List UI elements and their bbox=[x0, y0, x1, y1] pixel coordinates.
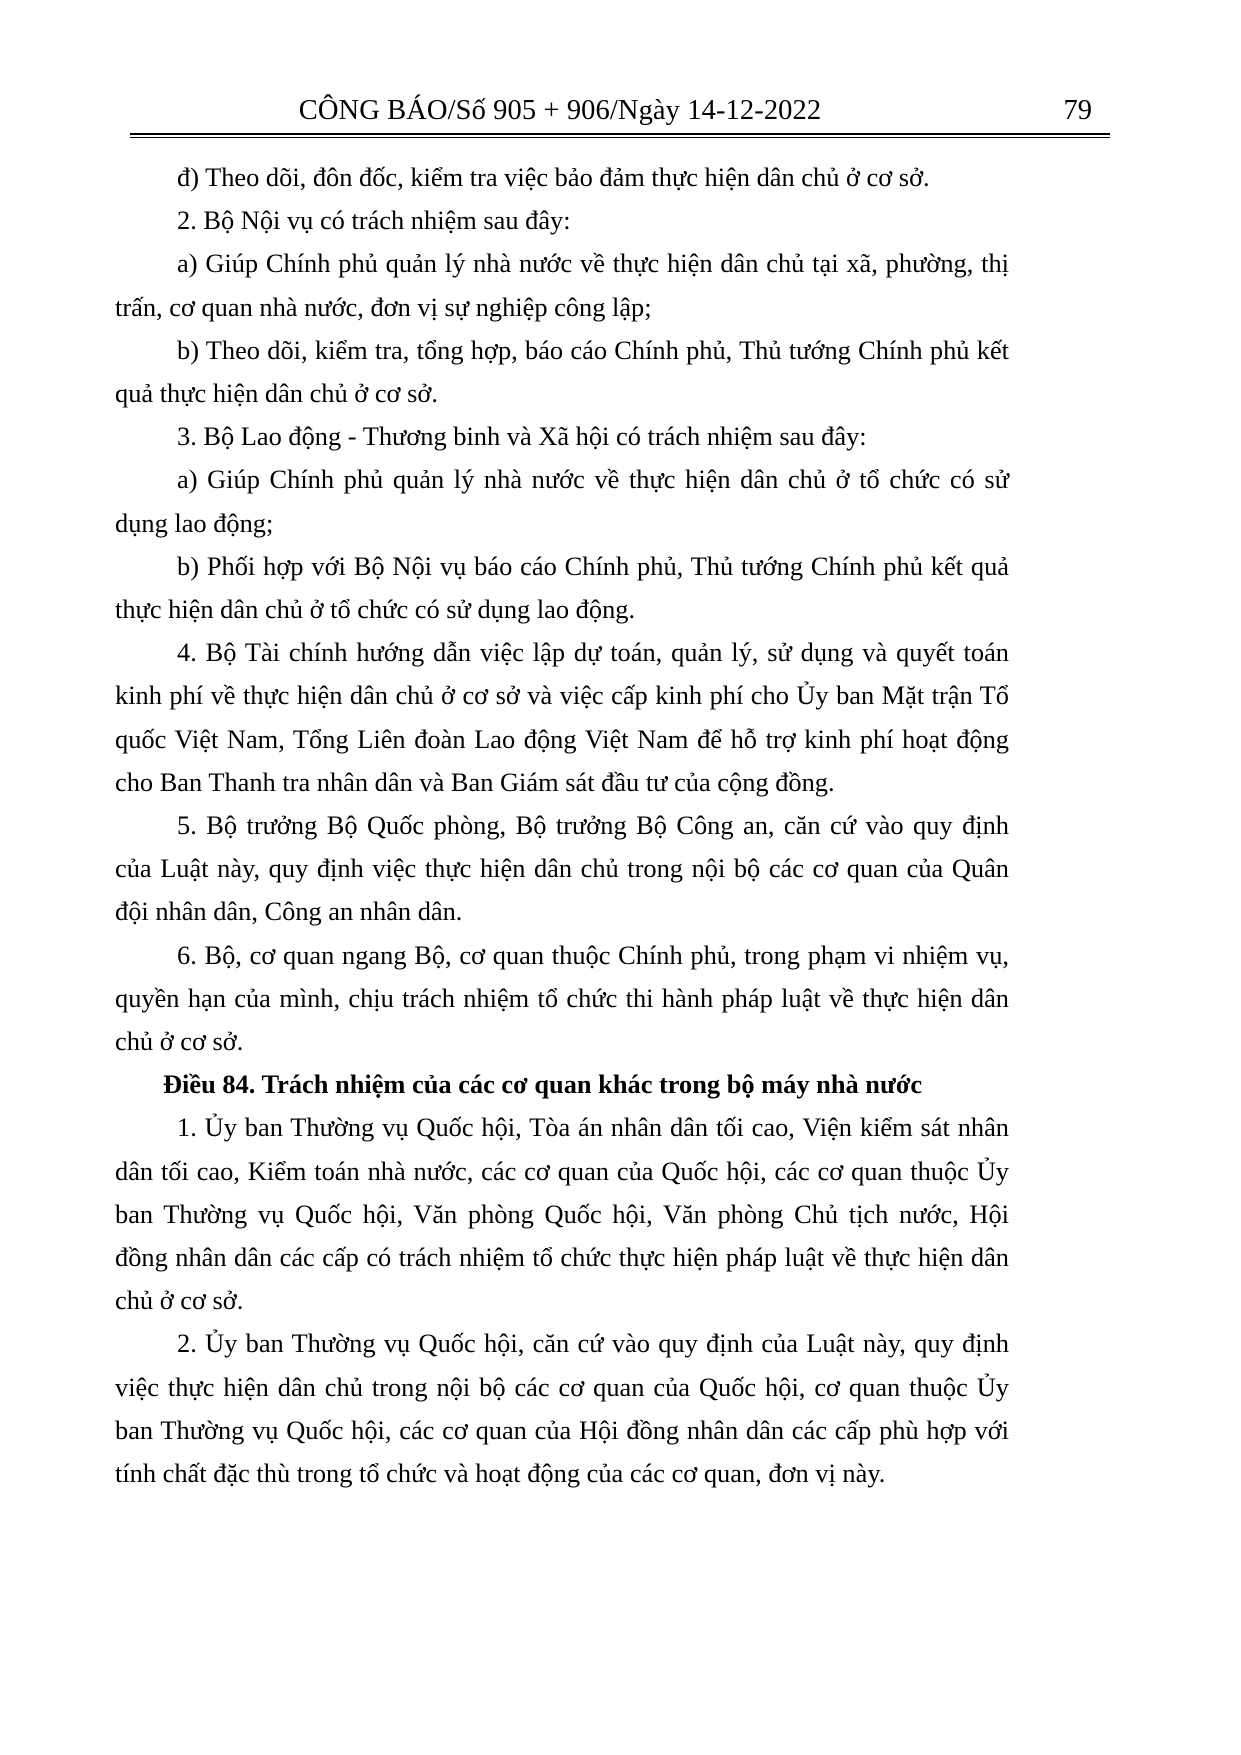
paragraph-5: 5. Bộ trưởng Bộ Quốc phòng, Bộ trưởng Bộ Công an, căn cứ vào quy định của Luật này, quy định việc thực hiện dân chủ trong nội bộ các cơ quan của Quân đội nhân dân, Công an nhân dân. bbox=[115, 810, 1009, 927]
document-body bbox=[115, 156, 1009, 1495]
article-84-heading: Điều 84. Trách nhiệm của các cơ quan khác trong bộ máy nhà nước bbox=[163, 1069, 923, 1100]
divider-line-upper bbox=[130, 133, 1110, 135]
paragraph-4: 4. Bộ Tài chính hướng dẫn việc lập dự toán, quản lý, sử dụng và quyết toán kinh phí về thực hiện dân chủ ở cơ sở và việc cấp kinh phí cho Ủy ban Mặt trận Tổ quốc Việt Nam, Tổng Liên đoàn Lao động Việt Nam để hỗ trợ kinh phí hoạt động cho Ban Thanh tra nhân dân và Ban Giám sát đầu tư của cộng đồng. bbox=[115, 637, 1009, 797]
paragraph-84-2: 2. Ủy ban Thường vụ Quốc hội, căn cứ vào quy định của Luật này, quy định việc thực hiện dân chủ trong nội bộ các cơ quan của Quốc hội, cơ quan thuộc Ủy ban Thường vụ Quốc hội, các cơ quan của Hội đồng nhân dân các cấp phù hợp với tính chất đặc thù trong tổ chức và hoạt động của các cơ quan, đơn vị này. bbox=[115, 1328, 1009, 1489]
paragraph-2b: b) Theo dõi, kiểm tra, tổng hợp, báo cáo Chính phủ, Thủ tướng Chính phủ kết quả thực hiện dân chủ ở cơ sở. bbox=[115, 334, 1009, 409]
paragraph-2a: a) Giúp Chính phủ quản lý nhà nước về thực hiện dân chủ tại xã, phường, thị trấn, cơ quan nhà nước, đơn vị sự nghiệp công lập; bbox=[115, 248, 1009, 322]
paragraph-2: 2. Bộ Nội vụ có trách nhiệm sau đây: bbox=[177, 205, 571, 236]
page-number: 79 bbox=[1063, 95, 1092, 126]
header-title: CÔNG BÁO/Số 905 + 906/Ngày 14-12-2022 bbox=[298, 95, 822, 126]
paragraph-84-1: 1. Ủy ban Thường vụ Quốc hội, Tòa án nhân dân tối cao, Viện kiểm sát nhân dân tối cao, Kiểm toán nhà nước, các cơ quan của Quốc hội, các cơ quan thuộc Ủy ban Thường vụ Quốc hội, Văn phòng Quốc hội, Văn phòng Chủ tịch nước, Hội đồng nhân dân các cấp có trách nhiệm tổ chức thực hiện pháp luật về thực hiện dân chủ ở cơ sở. bbox=[115, 1112, 1009, 1316]
header-divider bbox=[130, 133, 1110, 138]
paragraph-3: 3. Bộ Lao động - Thương binh và Xã hội có trách nhiệm sau đây: bbox=[177, 421, 867, 452]
page-header bbox=[130, 92, 1110, 136]
paragraph-3b: b) Phối hợp với Bộ Nội vụ báo cáo Chính phủ, Thủ tướng Chính phủ kết quả thực hiện dân chủ ở tổ chức có sử dụng lao động. bbox=[115, 550, 1009, 625]
divider-line-lower bbox=[130, 137, 1110, 138]
paragraph-d: đ) Theo dõi, đôn đốc, kiểm tra việc bảo đảm thực hiện dân chủ ở cơ sở. bbox=[177, 162, 930, 192]
paragraph-3a: a) Giúp Chính phủ quản lý nhà nước về thực hiện dân chủ ở tổ chức có sử dụng lao động; bbox=[115, 464, 1009, 538]
paragraph-6: 6. Bộ, cơ quan ngang Bộ, cơ quan thuộc Chính phủ, trong phạm vi nhiệm vụ, quyền hạn của mình, chịu trách nhiệm tổ chức thi hành pháp luật về thực hiện dân chủ ở cơ sở. bbox=[115, 939, 1009, 1057]
